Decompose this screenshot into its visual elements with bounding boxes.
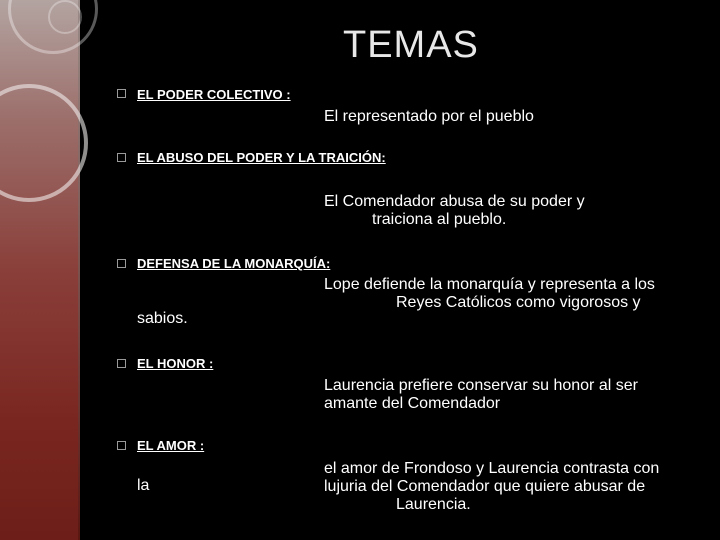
topic-description: El representado por el pueblo [324,108,534,125]
topic-description-line: Reyes Católicos como vigorosos y [396,294,641,311]
topic-description-line: Lope defiende la monarquía y representa a los [324,276,655,293]
bullet-icon [117,441,126,450]
topic-description-line: Laurencia prefiere conservar su honor al ser [324,377,638,394]
topic-label: EL PODER COLECTIVO : [137,87,291,102]
bullet-icon [117,259,126,268]
decorative-ring-icon [0,84,88,202]
topic-label: DEFENSA DE LA MONARQUÍA: [137,256,331,271]
topic-description-continuation: la [137,477,150,494]
topic-description-line: traiciona al pueblo. [372,211,507,228]
topic-description-line: el amor de Frondoso y Laurencia contrasta con [324,460,660,477]
topic-description-line: Laurencia. [396,496,471,513]
bullet-icon [117,89,126,98]
panel-edge [78,0,80,540]
topic-description-line: El Comendador abusa de su poder y [324,193,585,210]
topic-description-line: lujuria del Comendador que quiere abusar de [324,478,646,495]
topic-label: EL HONOR : [137,356,214,371]
topic-description-line: amante del Comendador [324,395,501,412]
bullet-icon [117,153,126,162]
topic-label: EL AMOR : [137,438,205,453]
decorative-ring-icon [48,0,82,34]
bullet-icon [117,359,126,368]
topic-label: EL ABUSO DEL PODER Y LA TRAICIÓN: [137,150,386,165]
topic-description-continuation: sabios. [137,310,188,327]
slide-title: TEMAS [343,24,479,66]
decorative-side-panel [0,0,80,540]
